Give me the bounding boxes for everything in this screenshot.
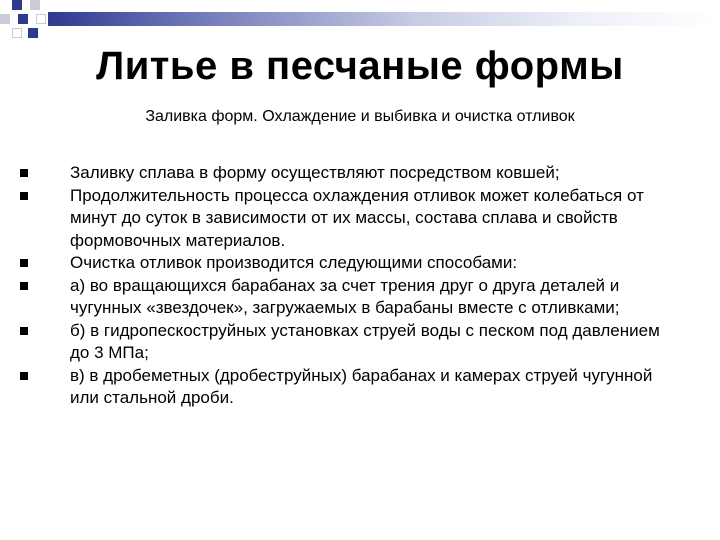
corner-square: [12, 0, 22, 10]
corner-square: [18, 14, 28, 24]
square-bullet-icon: [20, 282, 28, 290]
list-item: [20, 185, 680, 253]
bullet-text: Заливку сплава в форму осуществляют посредством ковшей;: [70, 163, 560, 182]
slide-subtitle: Заливка форм. Охлаждение и выбивка и очистка отливок: [145, 108, 575, 125]
square-bullet-icon: [20, 169, 28, 177]
corner-square: [30, 0, 40, 10]
list-item: [20, 275, 680, 320]
bullet-text: б) в гидропескоструйных установках струей воды с песком под давлением до 3 МПа;: [70, 320, 660, 362]
corner-square: [0, 14, 10, 24]
bullet-text: Очистка отливок производится следующими способами:: [70, 253, 518, 272]
list-item: [20, 365, 680, 410]
slide-title: Литье в песчаные формы: [96, 44, 624, 88]
square-bullet-icon: [20, 192, 28, 200]
bullet-list: [20, 162, 700, 410]
corner-square: [12, 28, 22, 38]
header-gradient-bar: [48, 12, 716, 26]
list-item: [20, 252, 680, 275]
bullet-text: Продолжительность процесса охлаждения отливок может колебаться от минут до суток в зависимости от их массы, состава сплава и свойств формовочных материалов.: [70, 185, 644, 250]
square-bullet-icon: [20, 259, 28, 267]
square-bullet-icon: [20, 327, 28, 335]
corner-square: [28, 28, 38, 38]
list-item: [20, 162, 680, 185]
bullet-text: а) во вращающихся барабанах за счет трения друг о друга деталей и чугунных «звездочек», загружаемых в барабаны вместе с отливками;: [70, 275, 620, 317]
square-bullet-icon: [20, 372, 28, 380]
corner-square: [36, 14, 46, 24]
bullet-text: в) в дробеметных (дробеструйных) барабанах и камерах струей чугунной или стальной дроби.: [70, 365, 653, 407]
list-item: [20, 320, 680, 365]
